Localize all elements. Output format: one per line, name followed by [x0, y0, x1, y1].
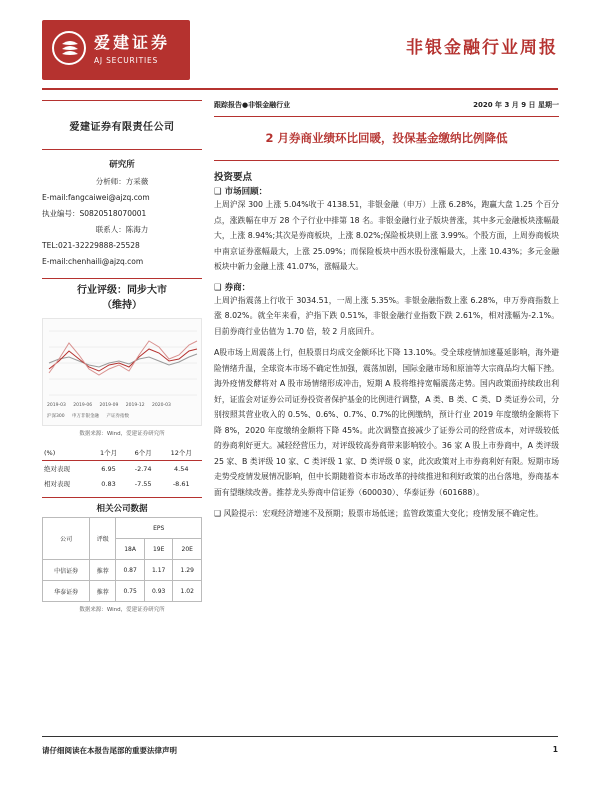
broker-title: ❑ 券商： — [214, 282, 251, 293]
legend-hs300: 沪深300 — [47, 414, 65, 419]
chart-legend — [47, 413, 135, 419]
sidebar — [42, 100, 202, 613]
companies-heading: 相关公司数据 — [42, 497, 202, 514]
table-row — [42, 461, 202, 477]
perf-header: 6个月 — [126, 445, 161, 461]
comp-year: 19E — [144, 539, 173, 560]
contact-tel: TEL:021-32229888-25528 — [42, 241, 140, 250]
report-title: 非银金融行业周报 — [406, 38, 558, 58]
perf-cell: 4.54 — [174, 464, 189, 473]
table-row — [43, 581, 202, 602]
comp-cell: 0.93 — [144, 581, 173, 602]
analysis-text: A股市场上周震荡上行，但股票日均成交金额环比下降 13.10%。受全球疫情加速蔓延影响，海外避险情绪升温，全球资本市场不确定性加强，震荡加剧，国际金融市场和原油等大宗商品均大幅下挫。海外疫情发酵将对 A 股市场情绪形成冲击，短期 A 股将维持宽幅震荡走势。国内政策面持续政出利好，证监会对证券公司证券投资者保护基金的比例进行调整，A 类、B 类、C 类、D 类证券公司，分别按照其营业收入的 0.5%、0.6%、0.7%、0.7%的比例缴纳，预计行业 2019 年度缴纳金额将下降 8%，2020 年度缴纳金额将下降 45%。此次调整直接减少了证券公司的经营成本，对评级较低的券商利好更大。减轻经营压力，对评级较高券商带来影响较小。36 家 A 股上市券商中，A 类评级 25 家、B 类评级 10 家、C 类评级 1 家、D 类评级 0 家，此次政策对上市券商利好有限。短期市场走势受疫情发展情况影响，但中长期随着资本市场改革的持续推进和利好政策的出台落地，券商基本面有望继续改善。推荐龙头券商中信证券（600030）、华泰证券（601688）。 — [214, 348, 559, 497]
comp-cell: 1.29 — [173, 560, 202, 581]
comp-cell: 中信证券 — [43, 560, 90, 581]
table-row — [42, 476, 202, 491]
analyst-email[interactable]: E-mail:fangcaiwei@ajzq.com — [42, 193, 150, 202]
rating-status: （维持） — [102, 300, 142, 311]
table-row — [43, 518, 202, 539]
chart-x-label: 2020-03 — [152, 403, 171, 408]
chart-x-label: 2019-06 — [73, 403, 93, 408]
perf-header: (%) — [42, 445, 91, 461]
breadcrumb-divider — [214, 116, 559, 117]
contact-name: 联系人：陈海力 — [95, 225, 149, 234]
company-name: 爱建证券有限责任公司 — [42, 100, 202, 150]
header-divider — [42, 88, 558, 90]
analyst-name: 分析师：方采薇 — [95, 177, 149, 186]
comp-year: 18A — [116, 539, 145, 560]
comp-cell: 0.87 — [116, 560, 145, 581]
logo-chinese-name: 爱建证券 — [94, 33, 171, 52]
legend-nonbank: 申万非银金融 — [72, 414, 100, 419]
perf-cell: 绝对表现 — [44, 465, 70, 473]
legal-notice[interactable]: 请仔细阅读在本报告尾部的重要法律声明 — [42, 746, 177, 755]
comp-cell: 推荐 — [90, 560, 116, 581]
perf-cell: 6.95 — [101, 464, 116, 473]
industry-rating — [42, 278, 202, 313]
comp-cell: 华泰证券 — [43, 581, 90, 602]
perf-cell: -7.55 — [134, 479, 152, 488]
comp-cell: 推荐 — [90, 581, 116, 602]
report-headline: 2 月券商业绩环比回暖，投保基金缴纳比例降低 — [265, 131, 508, 145]
rating-value: 行业评级：同步大市 — [77, 285, 167, 296]
page-number: 1 — [552, 745, 558, 754]
breadcrumb: 跟踪报告●非银金融行业 — [214, 101, 291, 109]
license-number: 执业编号：S0820518070001 — [42, 209, 147, 218]
chart-source: 数据来源：Wind，爱建证券研究所 — [79, 431, 165, 437]
broker-text: 上周沪指震荡上行收于 3034.51，一周上涨 5.35%。非银金融指数上涨 6.28%，申万券商指数上涨 8.02%。就全年来看，沪指下跌 0.51%，非银金融行业指数下跌 2.61%，相对涨幅为-2.1%。目前券商行业估值为 1.70 倍，较 2 月底回升。 — [214, 295, 559, 336]
perf-cell: 0.83 — [101, 479, 116, 488]
comp-header: 公司 — [43, 518, 90, 560]
comp-header: 评级 — [90, 518, 116, 560]
chart-x-label: 2019-09 — [99, 403, 119, 408]
contact-email[interactable]: E-mail:chenhaili@ajzq.com — [42, 257, 144, 266]
legend-securities: 产证券指数 — [106, 414, 129, 419]
perf-header: 1个月 — [91, 445, 126, 461]
perf-cell: 相对表现 — [44, 480, 70, 488]
company-table-source: 数据来源：Wind，爱建证券研究所 — [79, 607, 165, 613]
chart-axis-labels — [47, 403, 177, 408]
comp-cell: 1.02 — [173, 581, 202, 602]
market-review-title: ❑ 市场回顾： — [214, 187, 268, 197]
market-review-text: 上周沪深 300 上涨 5.04%收于 4138.51，非银金融（申万）上涨 6.28%，跑赢大盘 1.25 个百分点，涨跌幅在申万 28 个子行业中排第 18 名。非银金融行业子版块普涨，其中多元金融板块涨幅最大，上涨 8.94%;其次是券商板块，上涨 8.02%;保险板块则上涨 3.99%。个股方面，上周券商板块中南京证券涨幅最大，上涨 25.09%；而保险板块中西水股份涨幅最大，上涨 10.43%；多元金融板块中新力金融上涨 41.07%，涨幅最大。 — [214, 200, 559, 271]
section-title: 投资要点 — [214, 172, 253, 183]
performance-chart — [42, 318, 202, 426]
report-date: 2020 年 3 月 9 日 星期一 — [473, 101, 559, 109]
main-content — [214, 100, 559, 522]
comp-year: 20E — [173, 539, 202, 560]
chart-x-label: 2019-12 — [125, 403, 145, 408]
headline-divider — [214, 160, 559, 161]
perf-cell: -2.74 — [134, 464, 152, 473]
risk-warning: ❑ 风险提示：宏观经济增速不及预期；股票市场低迷；监管政策重大变化；疫情发展不确定性。 — [214, 509, 544, 518]
comp-cell: 0.75 — [116, 581, 145, 602]
company-logo — [42, 20, 190, 80]
table-row — [43, 560, 202, 581]
company-data-table — [42, 517, 202, 602]
footer-divider — [42, 736, 558, 737]
perf-cell: -8.61 — [172, 479, 190, 488]
performance-table — [42, 445, 202, 491]
institute-heading: 研究所 — [109, 160, 135, 170]
comp-cell: 1.17 — [144, 560, 173, 581]
comp-header: EPS — [116, 518, 202, 539]
perf-header: 12个月 — [161, 445, 203, 461]
chart-x-label: 2019-03 — [47, 403, 66, 408]
logo-emblem-icon — [52, 31, 86, 65]
logo-english-name: AJ SECURITIES — [94, 56, 159, 65]
